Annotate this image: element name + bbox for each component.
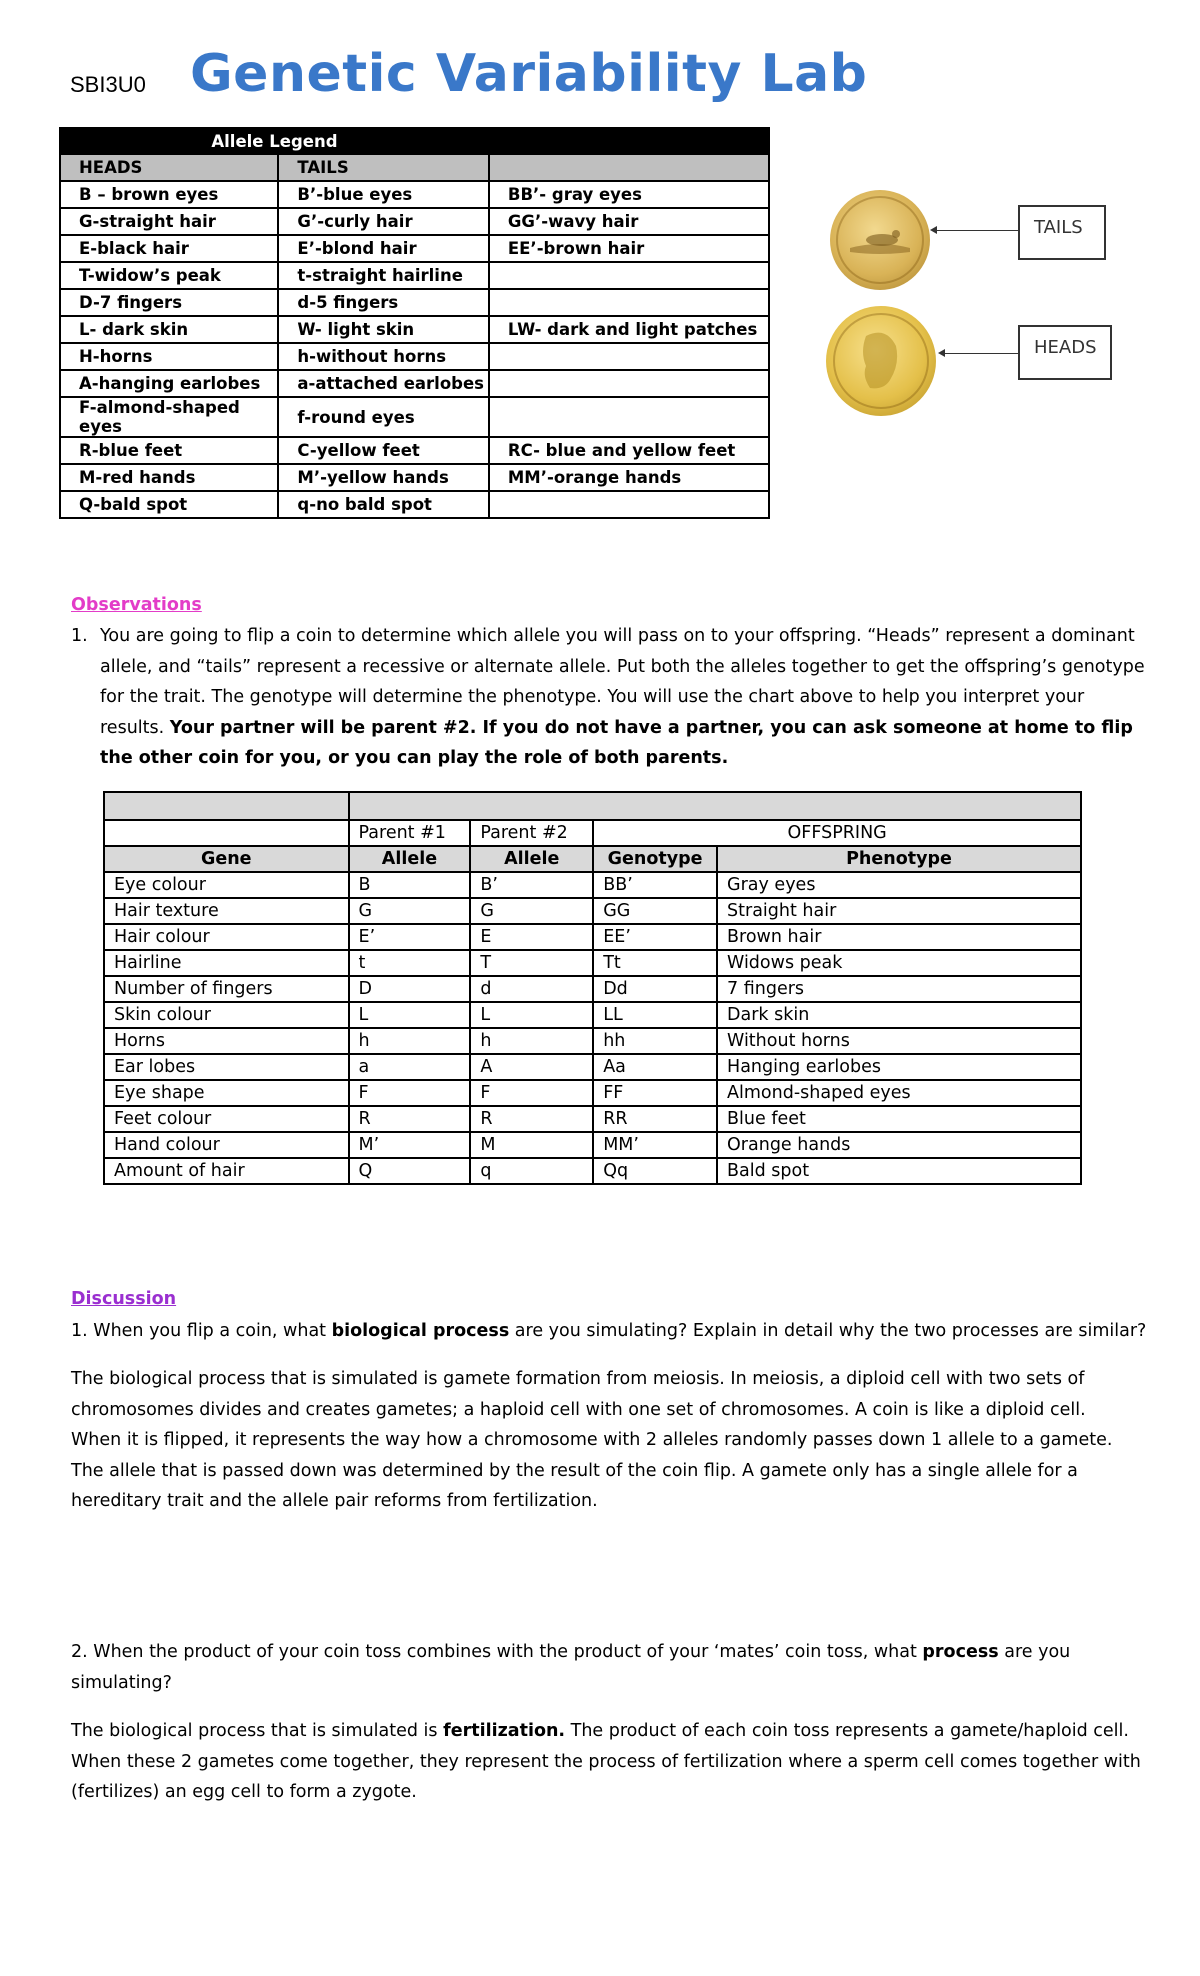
legend-row [60,370,769,397]
gene-cell: Hand colour [104,1132,349,1158]
legend-tails-cell: h-without horns [278,343,488,370]
legend-combo-cell: BB’- gray eyes [489,181,769,208]
q2-post: are you simulating? [71,1642,1071,1693]
table-row [104,1132,1081,1158]
table-row [104,1106,1081,1132]
legend-tails-cell: q-no bald spot [278,491,488,518]
parent2-allele-cell: T [470,950,593,976]
phenotype-cell: Orange hands [717,1132,1081,1158]
parent2-allele-cell: R [470,1106,593,1132]
legend-tails-cell: t-straight hairline [278,262,488,289]
genotype-cell: FF [593,1080,717,1106]
table-row [104,898,1081,924]
observation-instructions [100,621,1145,774]
discussion-answer-2 [71,1716,1141,1808]
phenotype-cell: Blue feet [717,1106,1081,1132]
allele-legend-table [59,127,770,519]
genotype-cell: Qq [593,1158,717,1184]
legend-heads-cell: R-blue feet [60,437,278,464]
discussion-heading: Discussion [71,1289,177,1309]
observation-instructions-bold: Your partner will be parent #2. If you do not have a partner, you can ask someone at home to flip the other coin for you, or you can play the role of both parents. [100,717,1133,768]
gene-cell: Hair texture [104,898,349,924]
heads-label: HEADS [1018,325,1112,380]
parent2-allele-cell: G [470,898,593,924]
gene-cell: Eye colour [104,872,349,898]
legend-row [60,343,769,370]
parent1-allele-cell: E’ [349,924,471,950]
legend-heads-cell: L- dark skin [60,316,278,343]
legend-combo-cell [489,491,769,518]
table-row [104,1080,1081,1106]
phenotype-cell: Almond-shaped eyes [717,1080,1081,1106]
header-allele-1: Allele [349,846,471,872]
legend-heads-cell: G-straight hair [60,208,278,235]
phenotype-cell: Bald spot [717,1158,1081,1184]
observation-item-number: 1. [71,626,88,646]
parent1-allele-cell: B [349,872,471,898]
genotype-cell: Tt [593,950,717,976]
heads-arrow [940,353,1018,354]
legend-heads-cell: B – brown eyes [60,181,278,208]
parent2-allele-cell: M [470,1132,593,1158]
gene-cell: Hairline [104,950,349,976]
parent2-allele-cell: d [470,976,593,1002]
phenotype-cell: Dark skin [717,1002,1081,1028]
phenotype-cell: Hanging earlobes [717,1054,1081,1080]
parent1-allele-cell: a [349,1054,471,1080]
tails-coin-image [830,190,930,290]
legend-combo-cell [489,397,769,437]
course-code: SBI3U0 [70,72,146,97]
header-phenotype: Phenotype [717,846,1081,872]
phenotype-cell: 7 fingers [717,976,1081,1002]
parent2-label: Parent #2 [470,820,593,846]
legend-heads-cell: T-widow’s peak [60,262,278,289]
gene-cell: Skin colour [104,1002,349,1028]
legend-row [60,208,769,235]
parent2-allele-cell: E [470,924,593,950]
parent1-allele-cell: G [349,898,471,924]
genotype-cell: GG [593,898,717,924]
legend-caption-spacer [489,128,769,154]
parent2-allele-cell: A [470,1054,593,1080]
table-row [104,924,1081,950]
q2-bold: process [922,1642,999,1662]
legend-combo-cell [489,370,769,397]
legend-tails-cell: f-round eyes [278,397,488,437]
gene-cell: Eye shape [104,1080,349,1106]
genotype-cell: Dd [593,976,717,1002]
q1-pre: 1. When you flip a coin, what [71,1321,332,1341]
legend-heads-cell: D-7 fingers [60,289,278,316]
legend-tails-cell: E’-blond hair [278,235,488,262]
legend-header-combo [489,154,769,181]
offspring-label: OFFSPRING [593,820,1081,846]
phenotype-cell: Widows peak [717,950,1081,976]
legend-row [60,262,769,289]
legend-tails-cell: a-attached earlobes [278,370,488,397]
portrait-icon [826,306,936,416]
legend-row [60,491,769,518]
q1-post: are you simulating? Explain in detail why the two processes are similar? [509,1321,1147,1341]
tails-arrow [932,230,1018,231]
table-row1-gene [104,820,349,846]
genotype-cell: hh [593,1028,717,1054]
legend-tails-cell: W- light skin [278,316,488,343]
legend-tails-cell: B’-blue eyes [278,181,488,208]
legend-heads-cell: M-red hands [60,464,278,491]
parent1-label: Parent #1 [349,820,471,846]
loon-icon [830,190,930,290]
q2-pre: 2. When the product of your coin toss combines with the product of your ‘mates’ coin toss, what [71,1642,923,1662]
gene-cell: Ear lobes [104,1054,349,1080]
phenotype-cell: Without horns [717,1028,1081,1054]
legend-heads-cell: E-black hair [60,235,278,262]
header-gene: Gene [104,846,349,872]
legend-combo-cell [489,343,769,370]
legend-row [60,437,769,464]
table-top-right-cell [349,792,1081,820]
legend-combo-cell: RC- blue and yellow feet [489,437,769,464]
table-top-left-cell [104,792,349,820]
legend-tails-cell: M’-yellow hands [278,464,488,491]
discussion-question-1 [71,1316,1151,1347]
page-title: Genetic Variability Lab [190,44,868,104]
genotype-cell: EE’ [593,924,717,950]
observation-instructions-text: You are going to flip a coin to determine which allele you will pass on to your offspring. “Heads” represent a dominant allele, and “tails” represent a recessive or alternate allele. Put both the alleles together to get the offspring’s genotype for the trait. The genotype will determine the phenotype. You will use the chart above to help you interpret your results. [100,626,1145,738]
legend-combo-cell [489,289,769,316]
phenotype-cell: Straight hair [717,898,1081,924]
genotype-cell: Aa [593,1054,717,1080]
legend-combo-cell: EE’-brown hair [489,235,769,262]
phenotype-cell: Gray eyes [717,872,1081,898]
genotype-cell: RR [593,1106,717,1132]
legend-heads-cell: Q-bald spot [60,491,278,518]
parent2-allele-cell: B’ [470,872,593,898]
gene-cell: Number of fingers [104,976,349,1002]
table-row [104,950,1081,976]
legend-combo-cell [489,262,769,289]
tails-label: TAILS [1018,205,1106,260]
genotype-cell: LL [593,1002,717,1028]
parent2-allele-cell: L [470,1002,593,1028]
table-row [104,1028,1081,1054]
q1-bold: biological process [331,1321,510,1341]
gene-cell: Amount of hair [104,1158,349,1184]
parent1-allele-cell: M’ [349,1132,471,1158]
a2-pre: The biological process that is simulated is [71,1721,444,1741]
legend-row [60,181,769,208]
legend-heads-cell: H-horns [60,343,278,370]
parent2-allele-cell: h [470,1028,593,1054]
header-genotype: Genotype [593,846,717,872]
parent1-allele-cell: R [349,1106,471,1132]
parent1-allele-cell: D [349,976,471,1002]
discussion-answer-1: The biological process that is simulated is gamete formation from meiosis. In meiosis, a diploid cell with two sets of chromosomes divides and creates gametes; a haploid cell with one set of chromosomes. A coin is like a diploid cell. When it is flipped, it represents the way how a chromosome with 2 alleles randomly passes down 1 allele to a gamete. The allele that is passed down was determined by the result of the coin flip. A gamete only has a single allele for a hereditary trait and the allele pair reforms from fertilization. [71,1369,1113,1511]
parent1-allele-cell: F [349,1080,471,1106]
gene-cell: Hair colour [104,924,349,950]
table-row [104,1054,1081,1080]
parent1-allele-cell: h [349,1028,471,1054]
parent2-allele-cell: F [470,1080,593,1106]
phenotype-cell: Brown hair [717,924,1081,950]
legend-row [60,397,769,437]
discussion-question-2 [71,1637,1141,1698]
header-allele-2: Allele [470,846,593,872]
legend-row [60,316,769,343]
parent1-allele-cell: L [349,1002,471,1028]
table-row [104,1002,1081,1028]
observations-heading: Observations [71,595,202,615]
parent2-allele-cell: q [470,1158,593,1184]
a2-bold: fertilization. [443,1721,566,1741]
legend-header-tails: TAILS [278,154,488,181]
legend-combo-cell: LW- dark and light patches [489,316,769,343]
legend-row [60,235,769,262]
legend-heads-cell: A-hanging earlobes [60,370,278,397]
heads-coin-image [826,306,936,416]
legend-combo-cell: MM’-orange hands [489,464,769,491]
legend-caption: Allele Legend [60,128,489,154]
legend-combo-cell: GG’-wavy hair [489,208,769,235]
legend-tails-cell: d-5 fingers [278,289,488,316]
gene-cell: Feet colour [104,1106,349,1132]
parent1-allele-cell: t [349,950,471,976]
table-row [104,872,1081,898]
legend-tails-cell: G’-curly hair [278,208,488,235]
legend-row [60,464,769,491]
parent1-allele-cell: Q [349,1158,471,1184]
legend-heads-cell: F-almond-shaped eyes [60,397,278,437]
table-row [104,1158,1081,1184]
observation-table [103,791,1082,1185]
gene-cell: Horns [104,1028,349,1054]
legend-row [60,289,769,316]
table-row [104,976,1081,1002]
genotype-cell: MM’ [593,1132,717,1158]
legend-tails-cell: C-yellow feet [278,437,488,464]
a2-post: The product of each coin toss represents a gamete/haploid cell. When these 2 gametes come together, they represent the process of fertilization where a sperm cell comes together with (fertilizes) an egg cell to form a zygote. [71,1721,1141,1802]
genotype-cell: BB’ [593,872,717,898]
legend-header-heads: HEADS [60,154,278,181]
